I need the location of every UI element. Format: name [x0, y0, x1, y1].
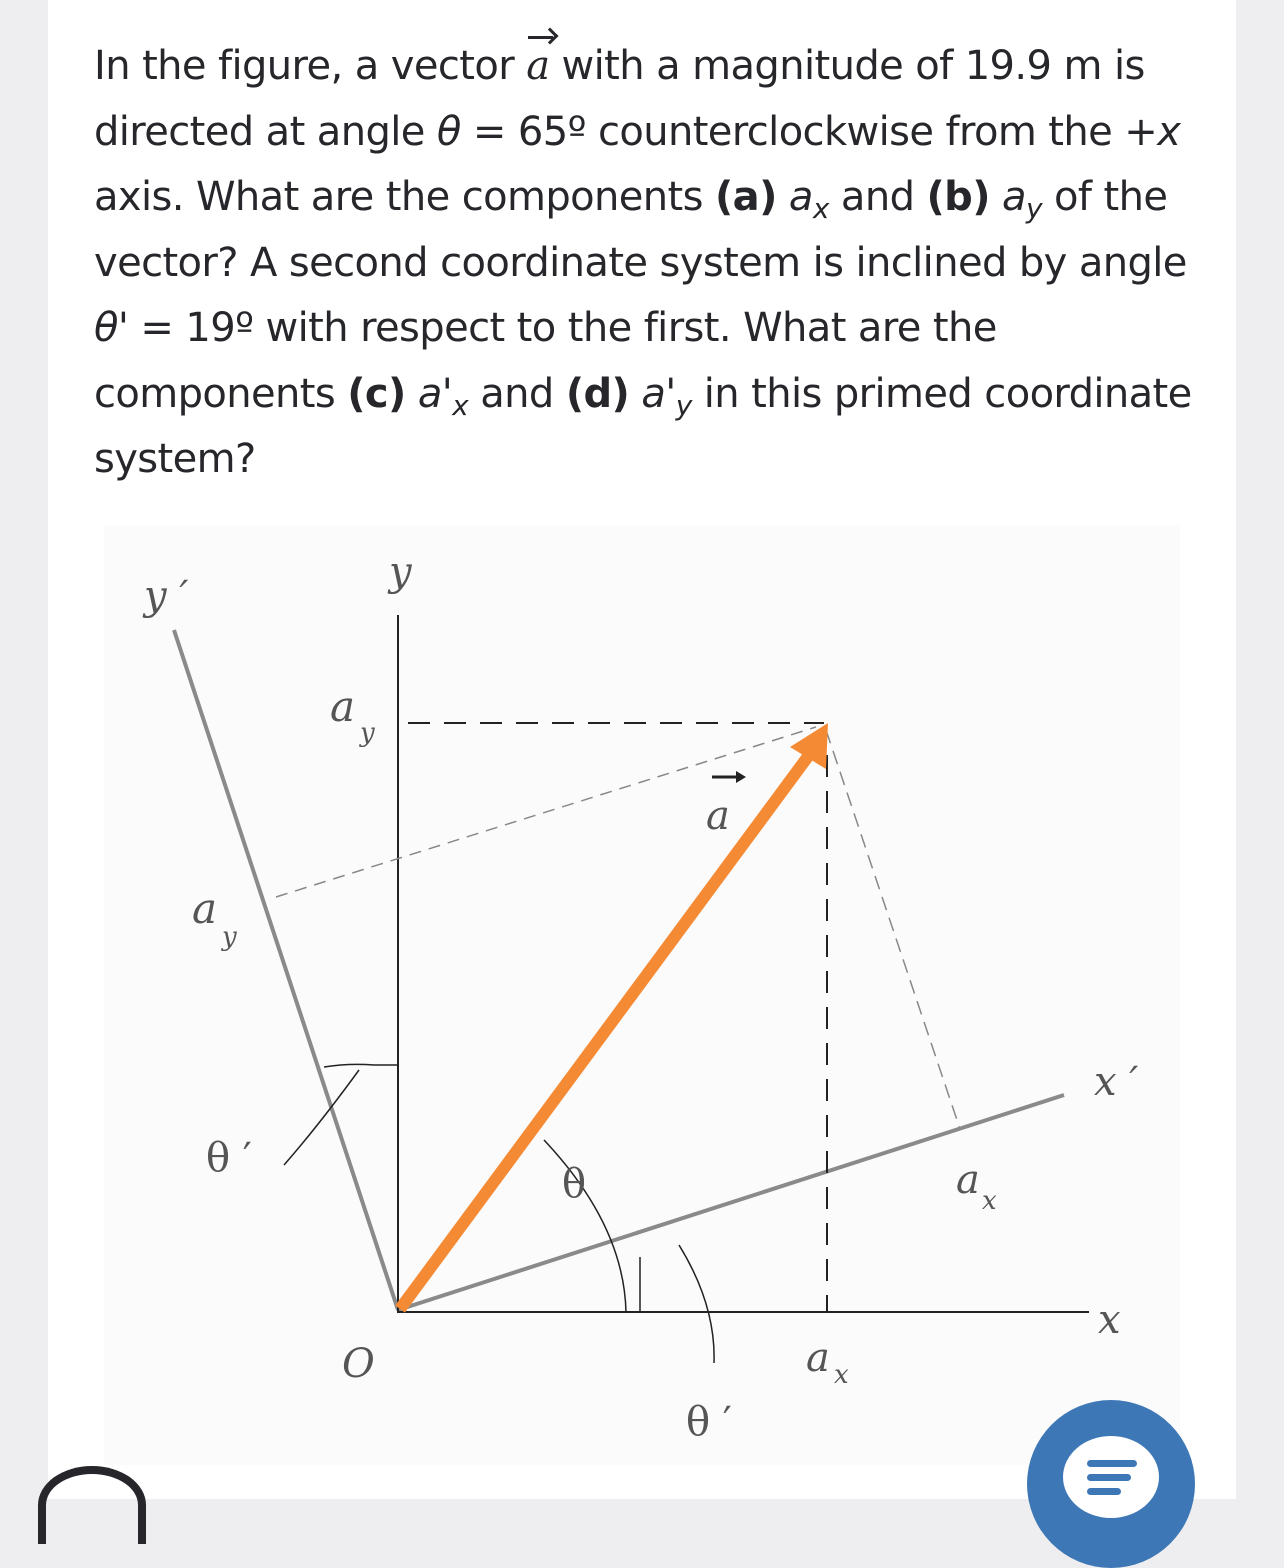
- part-c-label: (c): [347, 370, 406, 417]
- question-fragment: of the vector? A second coordinate system is inclined by angle: [94, 174, 1187, 286]
- question-fragment: and: [468, 370, 566, 417]
- a-x-prime-label: a: [956, 1157, 980, 1203]
- question-fragment: in this primed coordinate system?: [94, 370, 1192, 482]
- theta-prime-upper-label: θ ′: [206, 1135, 252, 1181]
- question-fragment: In the figure, a vector: [94, 43, 527, 89]
- question-fragment: = 65º counterclockwise from the +: [460, 108, 1158, 155]
- x-subscript: x: [452, 388, 469, 422]
- a-y-sub: y: [360, 718, 375, 748]
- a-x-symbol: a: [788, 174, 813, 220]
- x-label: x: [1098, 1297, 1121, 1343]
- a-prime-y-symbol: a': [641, 370, 676, 417]
- question-fragment: and: [828, 174, 927, 220]
- theta-prime-leader: [284, 1070, 359, 1165]
- vector-figure: [104, 525, 1180, 1465]
- question-fragment: axis. What are the components: [94, 174, 715, 220]
- a-y-symbol: a: [1002, 174, 1026, 220]
- y-label: y: [389, 549, 412, 595]
- origin-label: O: [342, 1341, 375, 1387]
- question-fragment: = 19º with respect to the first. What are the components: [94, 305, 997, 417]
- a-y-prime-sub: y: [222, 922, 237, 952]
- bottom-left-icon[interactable]: [38, 1466, 146, 1544]
- x-subscript: x: [812, 192, 829, 225]
- theta-symbol: θ: [436, 108, 461, 155]
- vector-diagram: [104, 525, 1180, 1465]
- vector-label-arrowhead: [736, 771, 746, 783]
- x-variable: x: [1157, 108, 1181, 155]
- y-subscript: y: [675, 388, 692, 422]
- a-x-sub: x: [834, 1360, 849, 1390]
- a-x-prime-sub: x: [982, 1186, 997, 1216]
- theta-prime-lower-label: θ ′: [686, 1399, 732, 1445]
- a-y-prime-projection: [276, 727, 816, 897]
- y-subscript: y: [1025, 192, 1042, 225]
- theta-prime-upper-arc: [324, 1064, 374, 1067]
- part-a-label: (a): [715, 174, 777, 220]
- vector-label: a: [706, 793, 730, 839]
- question-card: [48, 0, 1236, 1499]
- a-x-prime-projection: [826, 730, 960, 1129]
- a-prime-x-symbol: a': [417, 370, 453, 417]
- question-fragment: with a magnitude of 19.9 m is directed at angle: [94, 43, 1145, 155]
- a-x-label: a: [806, 1335, 830, 1381]
- vector-a-symbol: a: [526, 34, 549, 100]
- vector-a-shaft: [400, 751, 812, 1309]
- question-text: [94, 34, 1204, 493]
- chat-icon: [1063, 1436, 1159, 1518]
- y-prime-label: y ′: [144, 573, 189, 619]
- part-d-label: (d): [565, 370, 630, 417]
- theta-prime-lower-arc: [679, 1245, 714, 1363]
- a-y-label: a: [330, 682, 356, 731]
- chat-button[interactable]: [1027, 1400, 1195, 1568]
- theta-label: θ: [562, 1161, 587, 1207]
- a-y-prime-label: a: [192, 884, 218, 933]
- part-b-label: (b): [926, 174, 990, 220]
- x-prime-label: x ′: [1094, 1059, 1139, 1105]
- theta-prime-symbol: θ': [94, 305, 129, 351]
